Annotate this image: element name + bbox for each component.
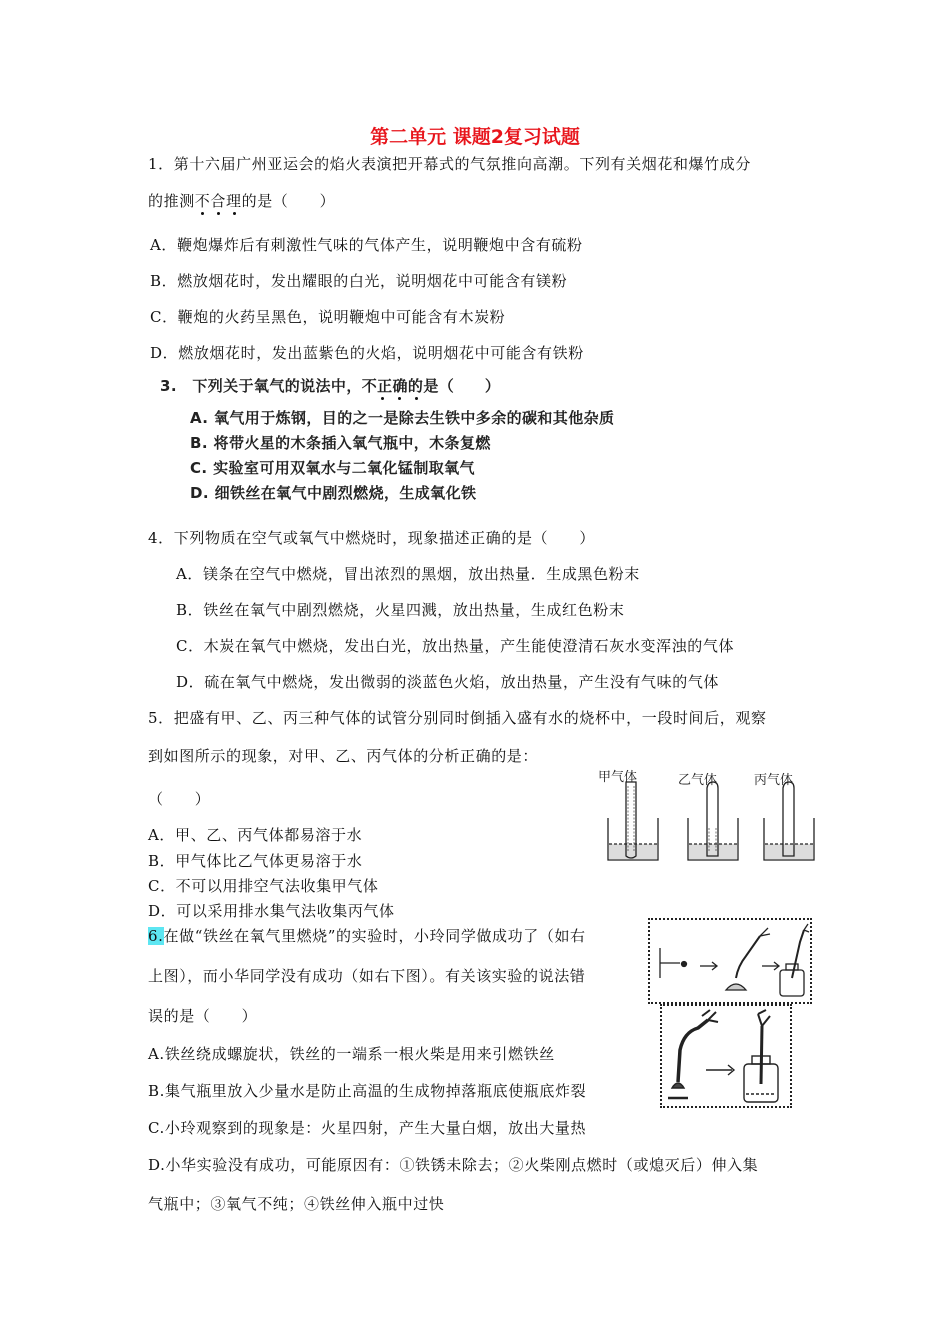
q6-option-c: C.小玲观察到的现象是：火星四射，产生大量白烟，放出大量热	[148, 1119, 587, 1137]
q1-stem-line2: 的推测不合理的是（ ）	[148, 192, 336, 210]
q4-option-a: A．镁条在空气中燃烧，冒出浓烈的黑烟，放出热量．生成黑色粉末	[176, 565, 640, 583]
q6-option-a: A.铁丝绕成螺旋状，铁丝的一端系一根火柴是用来引燃铁丝	[148, 1045, 555, 1063]
emphasis-dot	[415, 397, 418, 400]
emphasis-dot	[398, 397, 401, 400]
emphasis-dot	[233, 212, 236, 215]
q1-option-a: A．鞭炮爆炸后有刺激性气味的气体产生，说明鞭炮中含有硫粉	[150, 236, 583, 254]
q6-option-b: B.集气瓶里放入少量水是防止高温的生成物掉落瓶底使瓶底炸裂	[148, 1082, 587, 1100]
q5-option-c: C．不可以用排空气法收集甲气体	[148, 877, 379, 895]
q3-stem: 3. 下列关于氧气的说法中，不正确的是（ ）	[160, 377, 501, 395]
q6-option-d-line1: D.小华实验没有成功，可能原因有：①铁锈未除去；②火柴刚点燃时（或熄灭后）伸入集	[148, 1156, 759, 1174]
q5-option-b: B．甲气体比乙气体更易溶于水	[148, 852, 363, 870]
q5-bracket: （ ）	[148, 790, 211, 808]
beaker-bing	[764, 782, 814, 860]
q3-option-c: C. 实验室可用双氧水与二氧化锰制取氧气	[190, 459, 475, 477]
emphasis-dot	[201, 212, 204, 215]
beaker-yi	[688, 782, 738, 860]
q5-stem-line1: 5．把盛有甲、乙、丙三种气体的试管分别同时倒插入盛有水的烧杯中，一段时间后，观察	[148, 709, 767, 727]
figure-label-jia: 甲气体	[598, 770, 638, 785]
q3-option-b: B. 将带火星的木条插入氧气瓶中，木条复燃	[190, 434, 491, 452]
q6-number: 6.	[148, 927, 164, 945]
q6-stem-line1: 6.在做“铁丝在氧气里燃烧”的实验时，小玲同学做成功了（如右	[148, 927, 586, 945]
q4-stem: 4．下列物质在空气或氧气中燃烧时，现象描述正确的是（ ）	[148, 529, 595, 547]
successful-experiment-diagram	[650, 920, 810, 1002]
q1-option-c: C．鞭炮的火药呈黑色，说明鞭炮中可能含有木炭粉	[150, 308, 506, 326]
q1-stem-line1: 1．第十六届广州亚运会的焰火表演把开幕式的气氛推向高潮。下列有关烟花和爆竹成分	[148, 155, 751, 173]
q1-option-d: D．燃放烟花时，发出蓝紫色的火焰，说明烟花中可能含有铁粉	[150, 344, 584, 362]
figure-label-yi: 乙气体	[678, 773, 718, 788]
q6-stem-line3: 误的是（ ）	[148, 1007, 258, 1025]
iron-wire-failure-figure	[660, 1004, 792, 1108]
q3-option-d: D. 细铁丝在氧气中剧烈燃烧，生成氧化铁	[190, 484, 477, 502]
beaker-jia	[608, 782, 658, 860]
q6-stem-line2: 上图），而小华同学没有成功（如右下图）。有关该实验的说法错	[148, 967, 586, 985]
q4-option-d: D．硫在氧气中燃烧，发出微弱的淡蓝色火焰，放出热量，产生没有气味的气体	[176, 673, 720, 691]
emphasis-dot	[381, 397, 384, 400]
iron-wire-success-figure	[648, 918, 812, 1004]
page-title: 第二单元 课题2复习试题	[370, 126, 580, 148]
q4-option-b: B．铁丝在氧气中剧烈燃烧，火星四溅，放出热量，生成红色粉末	[176, 601, 625, 619]
q4-option-c: C．木炭在氧气中燃烧，发出白光，放出热量，产生能使澄清石灰水变浑浊的气体	[176, 637, 735, 655]
emphasis-dot	[217, 212, 220, 215]
q5-option-d: D．可以采用排水集气法收集丙气体	[148, 902, 395, 920]
q3-option-a: A. 氧气用于炼钢，目的之一是除去生铁中多余的碳和其他杂质	[190, 409, 615, 427]
q1-option-b: B．燃放烟花时，发出耀眼的白光，说明烟花中可能含有镁粉	[150, 272, 568, 290]
figure-label-bing: 丙气体	[754, 773, 794, 788]
q6-option-d-line2: 气瓶中；③氧气不纯；④铁丝伸入瓶中过快	[148, 1195, 445, 1213]
gas-solubility-figure	[596, 768, 816, 864]
failed-experiment-diagram	[662, 1006, 790, 1106]
q5-option-a: A．甲、乙、丙气体都易溶于水	[148, 826, 363, 844]
q5-stem-line2: 到如图所示的现象，对甲、乙、丙气体的分析正确的是：	[148, 747, 539, 765]
